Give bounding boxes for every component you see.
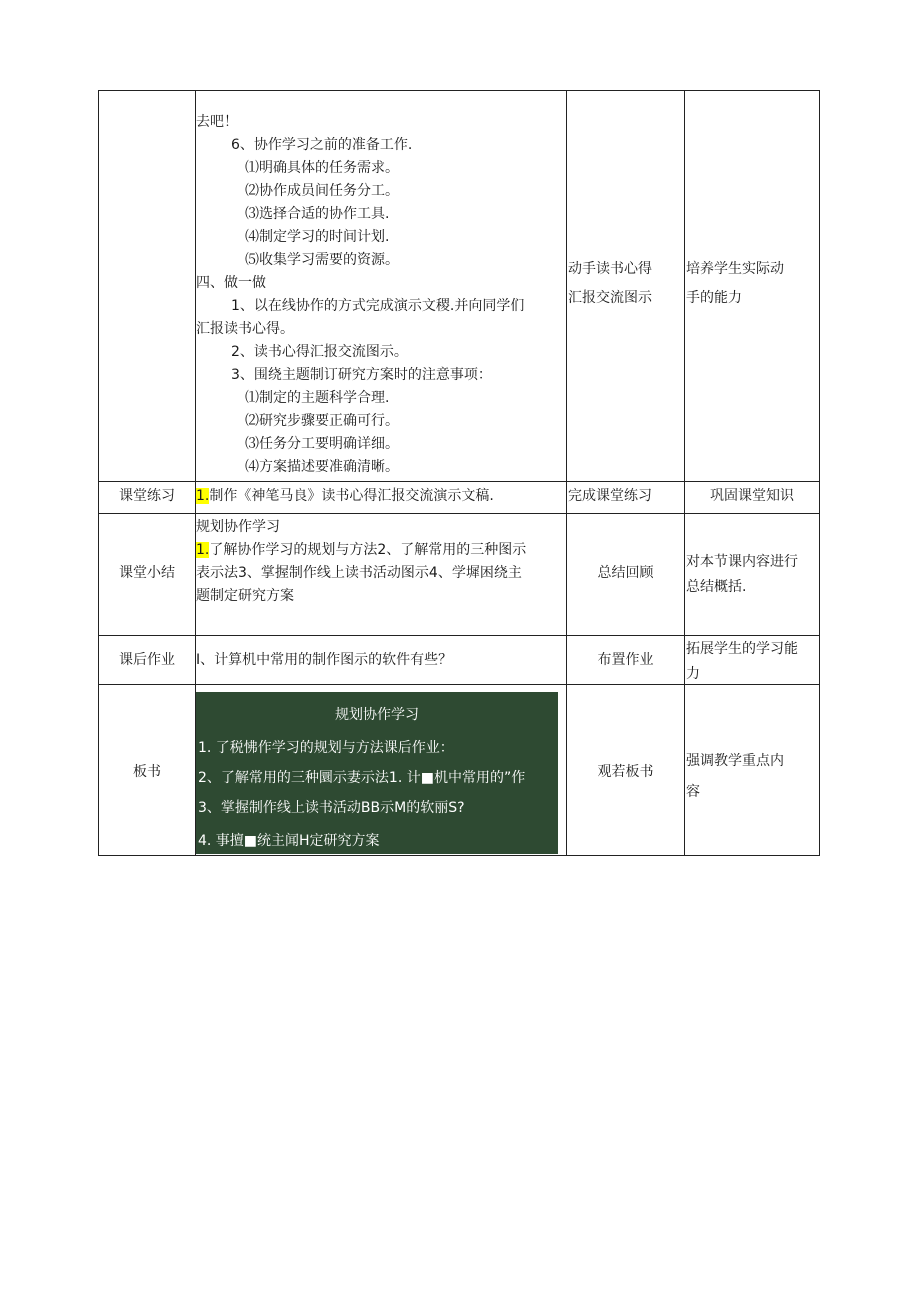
content-line: ⑴明确具体的任务需求。 (245, 160, 399, 176)
table-border-top (98, 90, 820, 91)
summary-line (196, 539, 526, 562)
column-divider (566, 90, 567, 856)
intent-line: 力 (686, 666, 700, 682)
content-line: ⑵协作成员间任务分工。 (245, 183, 399, 199)
content-line: 四、做一做 (196, 275, 266, 291)
content-line: ⑶选择合适的协作工具. (245, 206, 390, 222)
content-line: 2、读书心得汇报交流图示。 (231, 344, 408, 360)
intent-line: 对本节课内容进行 (686, 554, 798, 570)
intent-line: 拓展学生的学习能 (686, 641, 798, 657)
content-line: ⑴制定的主题科学合理. (245, 390, 390, 406)
summary-text: 了解协作学习的规划与方法2、了解常用的三种图示 (209, 542, 527, 558)
content-line: 3、围绕主题制订研究方案时的注意事项： (231, 367, 492, 383)
row-label: 板书 (133, 764, 161, 780)
activity-text: 布置作业 (597, 652, 654, 668)
intent-line: 总结概括. (686, 579, 747, 595)
column-divider (684, 90, 685, 856)
content-line: ⑶任务分工要明确详细。 (245, 436, 399, 452)
content-line: ⑷制定学习的时间计划. (245, 229, 390, 245)
content-line: 去吧！ (196, 114, 238, 130)
lesson-plan-table (98, 90, 820, 856)
intent-line: 手的能力 (686, 290, 742, 306)
activity-text: 观若板书 (597, 764, 654, 780)
table-border-left (98, 90, 99, 856)
content-line: 汇报读书心得。 (196, 321, 294, 337)
intent-text: 巩固课堂知识 (710, 488, 794, 504)
homework-text: I、计算机中常用的制作图示的软件有些？ (196, 652, 453, 668)
row-divider (98, 635, 820, 636)
blackboard-image (196, 692, 558, 854)
intent-line: 培养学生实际动 (686, 261, 784, 277)
content-line: ⑷方案描述要准确清晰。 (245, 459, 399, 475)
intent-line: 容 (686, 784, 700, 800)
exercise-content (196, 485, 494, 508)
summary-line: 题制定研究方案 (196, 588, 294, 604)
summary-line: 表示法3、掌握制作线上读书活动图示4、学墀困绕主 (196, 565, 522, 581)
content-line: ⑸收集学习需要的资源。 (245, 252, 399, 268)
highlighted-number: 1. (196, 542, 210, 558)
table-border-right (819, 90, 820, 856)
board-title: 规划协作学习 (335, 707, 419, 723)
row-label: 课堂小结 (119, 565, 175, 581)
content-line: 6、协作学习之前的准备工作. (231, 137, 413, 153)
activity-text: 完成课堂练习 (568, 488, 652, 504)
board-line: 3、掌握制作线上读书活动BB示M的软丽S? (198, 800, 465, 816)
row-divider (98, 684, 820, 685)
board-line: 1. 了税怫作学习的规划与方法课后作业： (198, 740, 454, 756)
board-line: 2、了解常用的三种圜示妻示法1. 计■机中常用的”作 (198, 770, 526, 786)
highlighted-number: 1. (196, 488, 210, 504)
content-line: 1、以在线协作的方式完成演示文稷.并向同学们 (231, 298, 525, 314)
summary-title: 规划协作学习 (196, 519, 280, 535)
row-divider (98, 481, 820, 482)
activity-text: 总结回顾 (597, 565, 654, 581)
table-border-bottom (98, 855, 820, 856)
content-line: ⑵研究步骤要正确可行。 (245, 413, 399, 429)
board-line: 4. 事擅■统主闻H定研究方案 (198, 833, 380, 849)
activity-line: 汇报交流图示 (568, 290, 652, 306)
exercise-text: 制作《神笔马良》读书心得汇报交流演示文稿. (209, 488, 494, 504)
activity-line: 动手读书心得 (568, 261, 652, 277)
row-label: 课后作业 (119, 652, 175, 668)
row-label: 课堂练习 (119, 488, 175, 504)
intent-line: 强调教学重点内 (686, 753, 784, 769)
row-divider (98, 513, 820, 514)
